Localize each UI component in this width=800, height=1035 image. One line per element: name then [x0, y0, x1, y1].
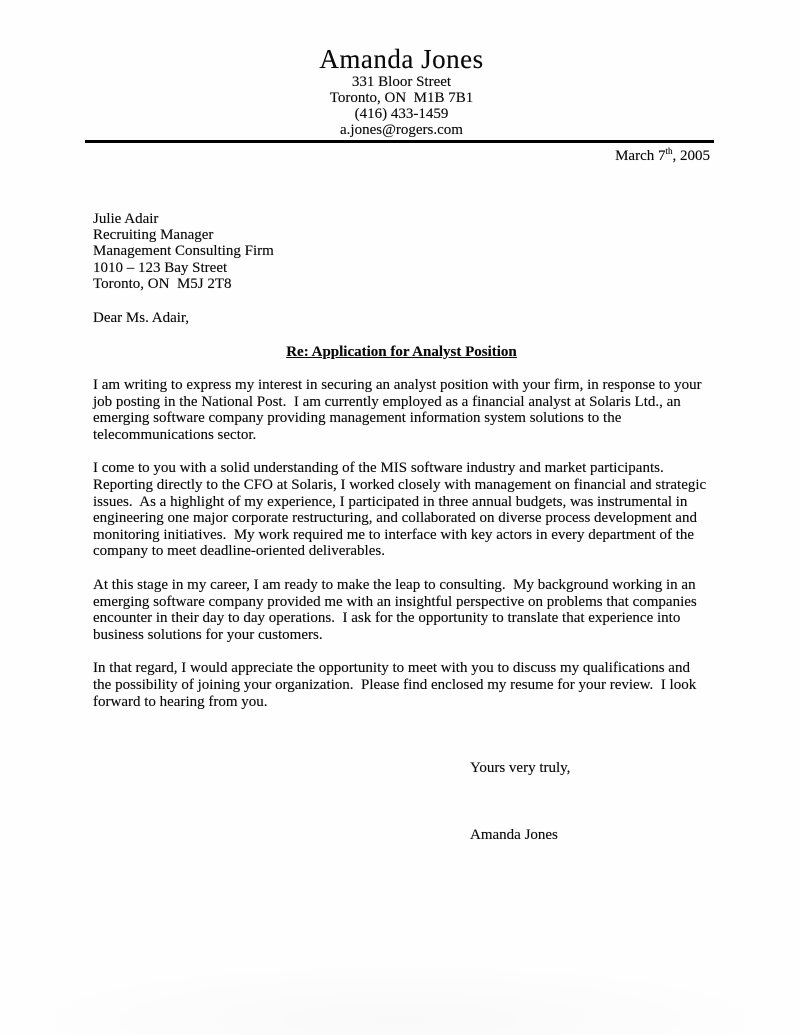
sender-email: a.jones@rogers.com: [340, 122, 463, 138]
sender-street: 331 Bloor Street: [351, 74, 452, 90]
body-paragraph-2: I come to you with a solid understanding of the MIS software industry and market participants. Reporting directly to the CFO at Solaris, I worked closely with management on financial and strategic issues. As a highlight of my experience, I participated in three annual budgets, was instrumental in engineering one major corporate restructuring, and collaborated on diverse process development and monitoring initiatives. My work required me to interface with key actors in every department of the company to meet deadline-oriented deliverables.: [93, 460, 710, 560]
salutation: Dear Ms. Adair,: [93, 310, 190, 327]
valediction: Yours very truly,: [470, 760, 571, 777]
sender-phone: (416) 433-1459: [354, 106, 449, 122]
letterhead: [93, 44, 710, 138]
recipient-name: Julie Adair: [93, 211, 159, 227]
body-paragraph-3: At this stage in my career, I am ready to make the leap to consulting. My background working in an emerging software company provided me with an insightful perspective on problems that companies encounter in their day to day operations. I ask for the opportunity to translate that experience into business solutions for your customers.: [93, 576, 701, 643]
recipient-company: Management Consulting Firm: [93, 243, 274, 260]
sender-city-postal: Toronto, ON M1B 7B1: [329, 90, 474, 106]
date-ordinal-suffix: th: [665, 146, 673, 156]
sender-address: [93, 74, 710, 138]
date-suffix: , 2005: [672, 148, 710, 164]
recipient-address-block: [93, 211, 710, 292]
body-paragraph-4: In that regard, I would appreciate the opportunity to meet with you to discuss my qualifications and the possibility of joining your organization. Please find enclosed my resume for your review. I look forward to hearing from you.: [93, 660, 700, 710]
recipient-city-postal: Toronto, ON M5J 2T8: [93, 275, 232, 292]
letter-date: [93, 146, 710, 166]
sender-name: Amanda Jones: [319, 44, 484, 74]
body-paragraph-1: I am writing to express my interest in securing an analyst position with your firm, in response to your job posting in the National Post. I am currently employed as a financial analyst at Solaris Ltd., an emerging software company providing management information system solutions to the telecommunications sector.: [93, 377, 706, 443]
recipient-street: 1010 – 123 Bay Street: [93, 259, 228, 276]
signature-name: Amanda Jones: [470, 827, 558, 844]
closing-block: [470, 760, 710, 844]
date-prefix: March 7: [615, 148, 666, 164]
subject-line: Re: Application for Analyst Position: [286, 343, 517, 360]
letterhead-divider: [85, 140, 714, 143]
recipient-title: Recruiting Manager: [93, 227, 214, 244]
